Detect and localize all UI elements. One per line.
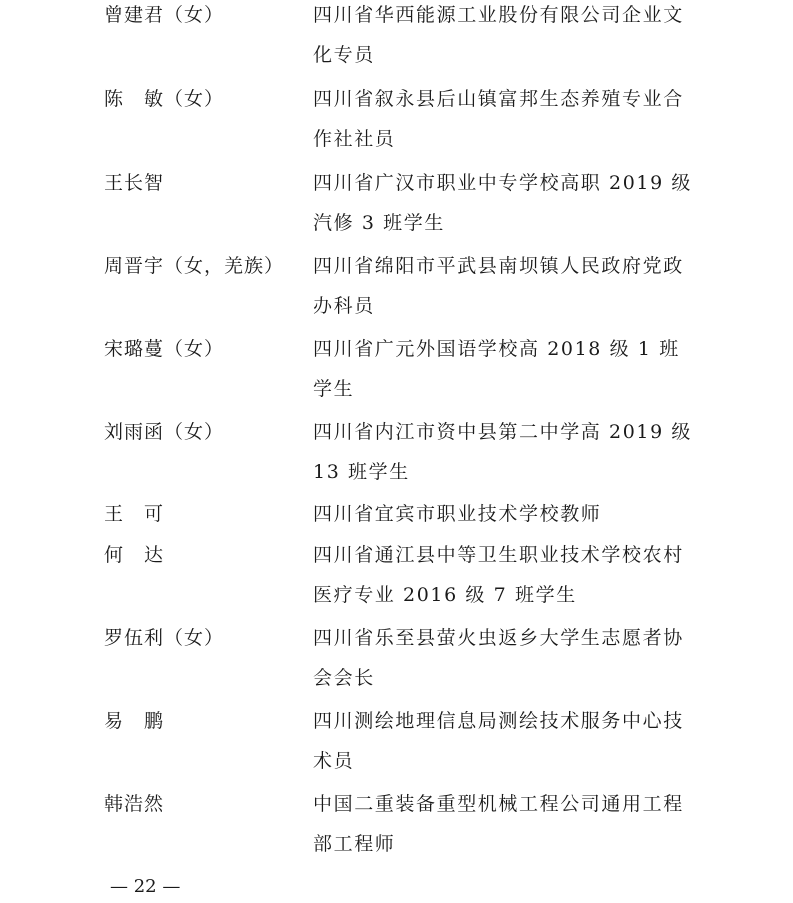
person-name: 易 鹏 <box>104 710 165 732</box>
description-line: 作社社员 <box>313 128 396 150</box>
description-line: 办科员 <box>313 295 375 317</box>
description-line: 四川省宜宾市职业技术学校教师 <box>313 503 602 525</box>
description-line: 四川省绵阳市平武县南坝镇人民政府党政 <box>313 255 684 277</box>
person-description <box>313 494 698 534</box>
person-name: 何 达 <box>104 544 165 566</box>
person-description <box>313 618 698 698</box>
person-name: 刘雨函（女） <box>104 421 225 443</box>
description-line: 术员 <box>313 750 355 772</box>
person-name: 韩浩然 <box>104 793 165 815</box>
person-description <box>313 412 698 492</box>
description-line: 四川省广汉市职业中专学校高职 2019 级 <box>313 172 693 194</box>
description-line: 医疗专业 2016 级 7 班学生 <box>313 584 577 606</box>
description-line: 中国二重装备重型机械工程公司通用工程 <box>313 793 684 815</box>
description-line: 四川省内江市资中县第二中学高 2019 级 <box>313 421 693 443</box>
person-description <box>313 535 698 615</box>
person-description <box>313 701 698 781</box>
description-line: 13 班学生 <box>313 461 410 483</box>
description-line: 四川省乐至县萤火虫返乡大学生志愿者协 <box>313 627 684 649</box>
description-line: 部工程师 <box>313 833 396 855</box>
description-line: 化专员 <box>313 44 375 66</box>
person-name: 周晋宇（女，羌族） <box>104 255 285 277</box>
page-number: — 22 — <box>110 876 181 897</box>
description-line: 四川省广元外国语学校高 2018 级 1 班 <box>313 338 680 360</box>
description-line: 四川省通江县中等卫生职业技术学校农村 <box>313 544 684 566</box>
person-description <box>313 329 698 409</box>
person-name: 曾建君（女） <box>104 4 225 26</box>
person-description <box>313 79 698 159</box>
person-description <box>313 0 698 75</box>
description-line: 四川测绘地理信息局测绘技术服务中心技 <box>313 710 684 732</box>
description-line: 四川省叙永县后山镇富邦生态养殖专业合 <box>313 88 684 110</box>
person-name: 陈 敏（女） <box>104 88 225 110</box>
person-description <box>313 163 698 243</box>
description-line: 学生 <box>313 378 355 400</box>
person-name: 王长智 <box>104 172 165 194</box>
person-name: 罗伍利（女） <box>104 627 225 649</box>
description-line: 汽修 3 班学生 <box>313 212 445 234</box>
person-name: 王 可 <box>104 503 165 525</box>
person-description <box>313 784 698 864</box>
person-name: 宋璐蔓（女） <box>104 338 225 360</box>
description-line: 会会长 <box>313 667 375 689</box>
description-line: 四川省华西能源工业股份有限公司企业文 <box>313 4 684 26</box>
person-description <box>313 246 698 326</box>
